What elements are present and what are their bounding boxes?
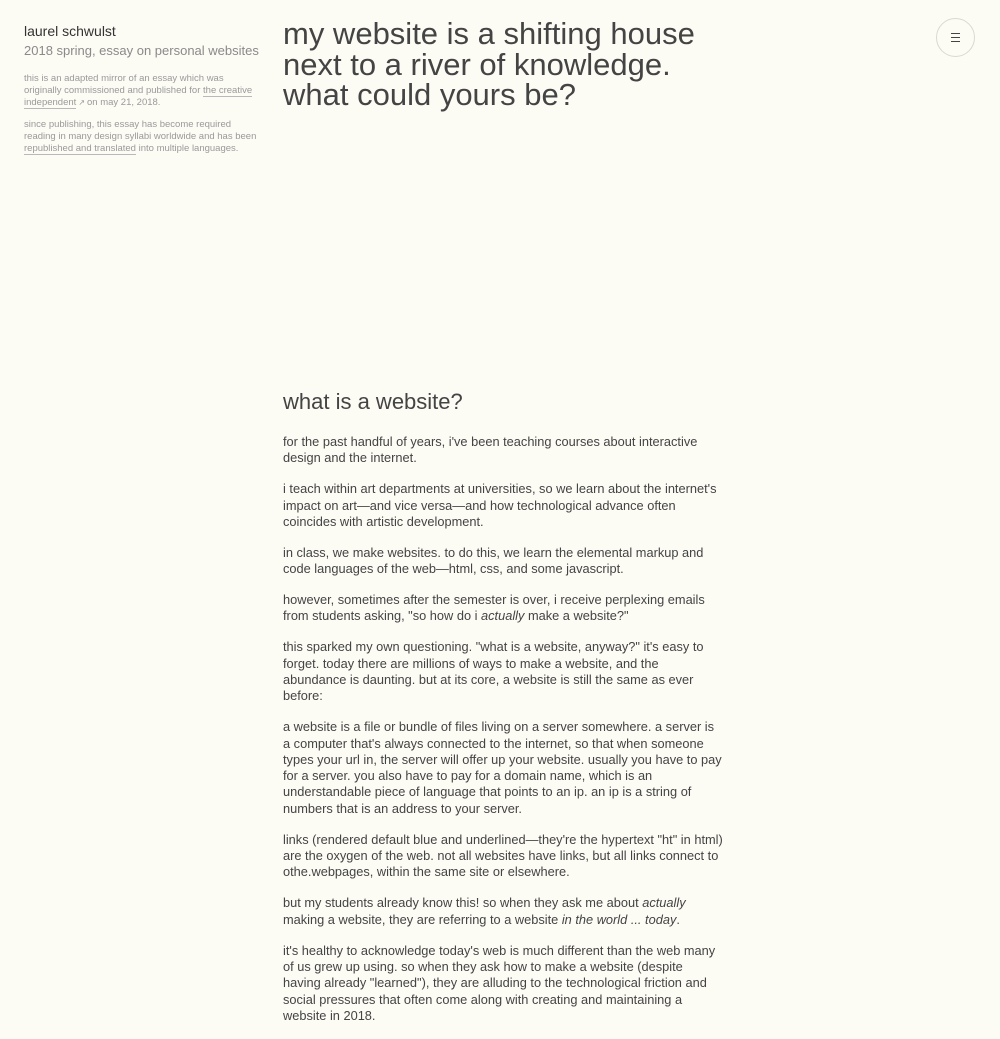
sidebar — [24, 23, 264, 155]
external-link-icon: ↗ — [78, 98, 86, 107]
paragraph-3: in class, we make websites. to do this, we learn the elemental markup and code languages of the web—html, css, and some javascript. — [283, 544, 704, 577]
mirror-note-text: this is an adapted mirror of an essay which was originally commissioned and published for — [24, 73, 224, 96]
paragraph-2: i teach within art departments at universities, so we learn about the internet's impact on art—and vice versa—and how technological advance often coincides with artistic development. — [283, 481, 717, 529]
publishing-note-end: into multiple languages. — [135, 143, 239, 154]
essay-subtitle: 2018 spring, essay on personal websites — [24, 43, 259, 58]
essay-body — [283, 434, 723, 1039]
paragraph-8-emphasis-1: actually — [642, 895, 686, 911]
paragraph-4-start: however, sometimes after the semester is over, i receive perplexing emails from students asking, "so how do i — [283, 592, 705, 624]
menu-button[interactable] — [936, 18, 975, 57]
author-name: laurel schwulst — [24, 23, 116, 39]
publishing-note — [24, 119, 262, 155]
paragraph-7: links (rendered default blue and underlined—they're the hypertext "ht" in html) are the oxygen of the web. not all websites have links, but all links connect to othe.webpages, within the same site or elsewhere. — [283, 831, 723, 880]
paragraph-6: a website is a file or bundle of files living on a server somewhere. a server is a computer that's always connected to the internet, so that when someone types your url in, the server will offer up your website. usually you have to pay for a server. you also have to pay for a domain name, which is an understandable piece of language that points to an ip. an ip is a string of numbers that is an address to your server. — [283, 719, 722, 816]
mirror-note-date: on may 21, 2018. — [87, 97, 161, 108]
paragraph-8-middle: making a website, they are referring to a website — [283, 911, 562, 927]
mirror-note — [24, 73, 262, 109]
creative-independent-link[interactable]: the creative independent — [24, 85, 253, 108]
paragraph-4-emphasis: actually — [481, 608, 525, 624]
menu-icon — [951, 33, 960, 42]
paragraph-8-emphasis-2: in the world ... today — [561, 911, 677, 927]
main-header — [283, 16, 723, 112]
section-title: what is a website? — [283, 389, 463, 414]
paragraph-4 — [283, 592, 723, 625]
paragraph-1: for the past handful of years, i've been teaching courses about interactive design and the internet. — [283, 434, 698, 466]
publishing-note-text: since publishing, this essay has become required reading in many design syllabi worldwide and has been — [24, 119, 257, 142]
paragraph-9: it's healthy to acknowledge today's web is much different than the web many of us grew up using. so when they ask how to make a website (despite having already "learned"), they are alluding to the technological friction and social pressures that often come along with creating and maintaining a website in 2018. — [283, 942, 716, 1023]
paragraph-8 — [283, 895, 723, 928]
republished-translated-link[interactable]: republished and translated — [24, 143, 136, 154]
paragraph-4-end: make a website?" — [524, 608, 629, 624]
paragraph-5: this sparked my own questioning. "what is a website, anyway?" it's easy to forget. today there are millions of ways to make a website, and the abundance is daunting. but at its core, a website is still the same as ever before: — [283, 639, 704, 704]
page-title: my website is a shifting house next to a river of knowledge. what could yours be? — [283, 16, 695, 112]
paragraph-8-end: . — [676, 911, 680, 927]
paragraph-8-start: but my students already know this! so when they ask me about — [283, 895, 643, 911]
